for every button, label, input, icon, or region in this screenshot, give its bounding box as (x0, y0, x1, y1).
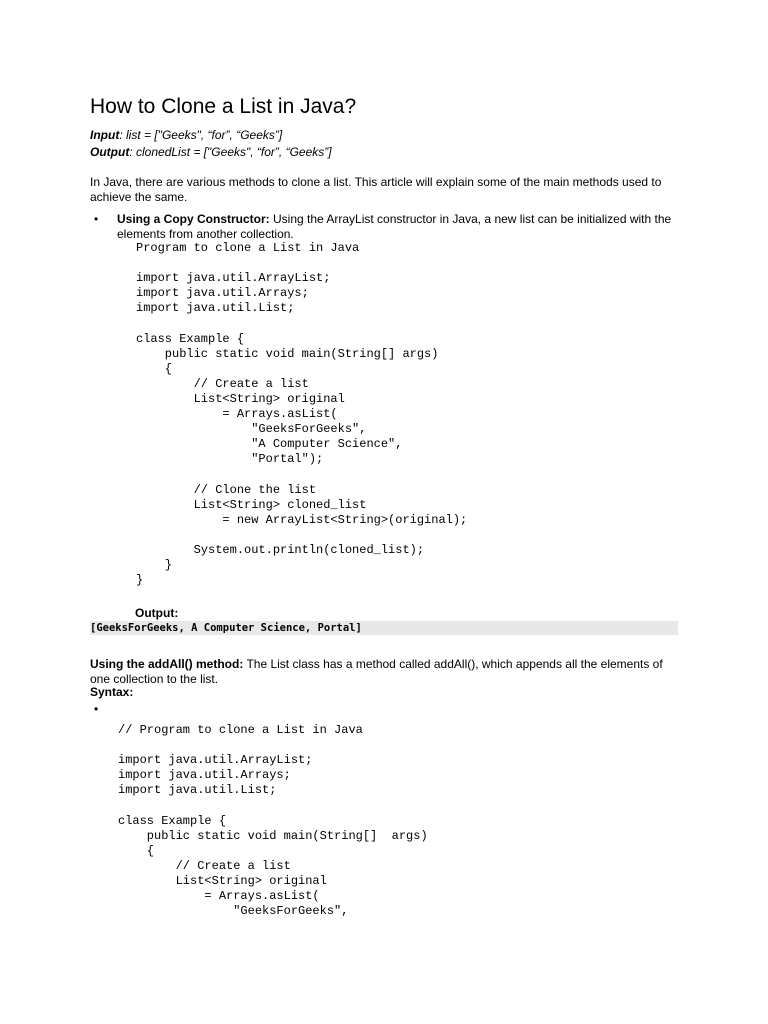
input-value: list = ["Geeks", “for”, “Geeks”] (122, 128, 283, 142)
addall-heading: Using the addAll() method: (90, 657, 244, 671)
addall-code: // Program to clone a List in Java import java.util.ArrayList; import java.util.Arrays; import java.util.List; class Example { public static void main(String[] args) { // Create a list List<String> original = Arrays.asList( "GeeksForGeeks", (118, 723, 428, 919)
addall-description: The List class has a method called addAll(), which appends all the elements of one collection to the list. (90, 657, 663, 686)
input-label: Input (90, 128, 120, 142)
intro-paragraph: In Java, there are various methods to clone a list. This article will explain some of the main methods used to achieve the same. (90, 175, 662, 204)
syntax-label: Syntax: (90, 685, 134, 699)
input-example (90, 128, 282, 143)
copy-constructor-description: Using the ArrayList constructor in Java, a new list can be initialized with the elements from another collection. (117, 212, 672, 241)
bullet-marker-2: • (94, 702, 99, 716)
copy-constructor-code: Program to clone a List in Java import java.util.ArrayList; import java.util.Arrays; import java.util.List; class Example { public static void main(String[] args) { // Create a list List<String> original = Arrays.asList( "GeeksForGeeks", "A Computer Science", "Portal"); // Clone the list List<String> cloned_list = new ArrayList<String>(original); System.out.println(cloned_list); } } (136, 241, 468, 588)
input-colon: : (119, 128, 123, 142)
addall-paragraph (90, 657, 680, 687)
copy-constructor-heading: Using a Copy Constructor: (117, 212, 270, 226)
bullet-marker-1: • (94, 212, 99, 226)
output-heading: Output: (135, 606, 179, 620)
page-title: How to Clone a List in Java? (90, 95, 357, 118)
copy-constructor-bullet (117, 212, 682, 242)
output-example (90, 145, 332, 160)
output-result-box: [GeeksForGeeks, A Computer Science, Portal] (90, 621, 678, 635)
output-value: clonedList = ["Geeks", “for”, “Geeks”] (132, 145, 332, 159)
output-label: Output (90, 145, 130, 159)
output-colon: : (129, 145, 133, 159)
